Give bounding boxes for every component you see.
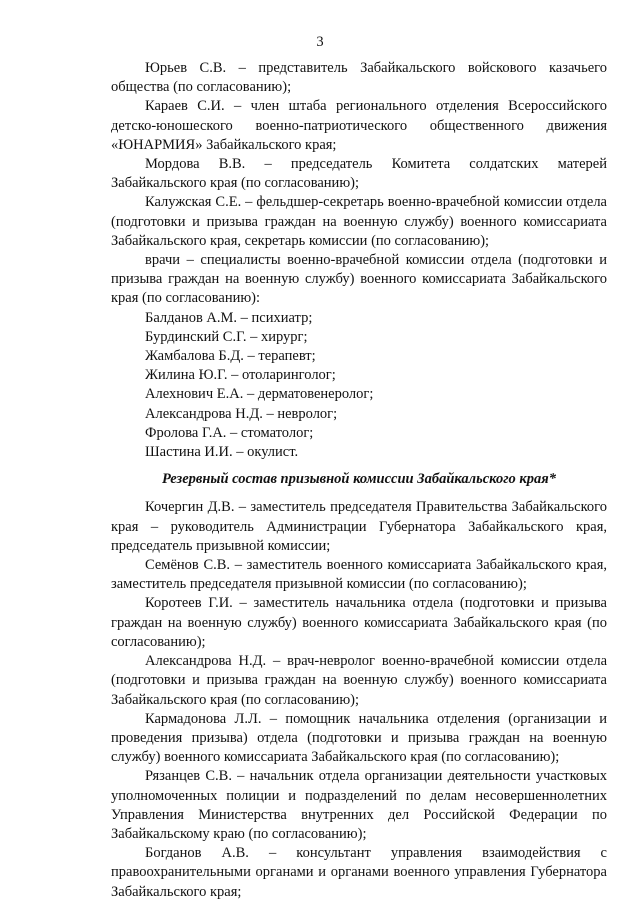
doctor-item: Жилина Ю.Г. – отоларинголог; [145,367,336,384]
document-body [111,59,607,902]
reserve-member-paragraph: Кочергин Д.В. – заместитель председателя Правительства Забайкальского края – руководитель Администрации Губернатора Забайкальского края, председатель призывной комиссии; [111,499,607,554]
doctor-item: Фролова Г.А. – стоматолог; [145,424,314,441]
section-heading: Резервный состав призывной комиссии Забайкальского края* [161,471,557,488]
reserve-member-paragraph: Коротеев Г.И. – заместитель начальника отдела (подготовки и призыва граждан на военную службу) военного комиссариата Забайкальского края (по согласованию); [111,595,607,650]
member-paragraph: Юрьев С.В. – представитель Забайкальского войскового казачьего общества (по согласованию); [111,60,607,96]
reserve-member-paragraph: Рязанцев С.В. – начальник отдела организации деятельности участковых уполномоченных полиции и подразделений по делам несовершеннолетних Управления Министерства внутренних дел Российской Федерации по Забайкальскому краю (по согласованию); [111,768,607,842]
reserve-member-paragraph: Богданов А.В. – консультант управления взаимодействия с правоохранительными органами и органами военного управления Губернатора Забайкальского края; [111,845,607,900]
member-paragraph: врачи – специалисты военно-врачебной комиссии отдела (подготовки и призыва граждан на военную службу) военного комиссариата Забайкальского края (по согласованию): [111,252,607,307]
reserve-member-paragraph: Александрова Н.Д. – врач-невролог военно-врачебной комиссии отдела (подготовки и призыва граждан на военную службу) военного комиссариата Забайкальского края (по согласованию); [111,653,607,708]
member-paragraph: Мордова В.В. – председатель Комитета солдатских матерей Забайкальского края (по согласованию); [111,156,607,192]
doctor-item: Балданов А.М. – психиатр; [145,309,313,326]
doctor-item: Алехнович Е.А. – дерматовенеролог; [145,386,374,403]
doctor-item: Александрова Н.Д. – невролог; [145,405,338,422]
doctor-item: Бурдинский С.Г. – хирург; [145,328,308,345]
reserve-member-paragraph: Кармадонова Л.Л. – помощник начальника отделения (организации и проведения призыва) отдела (подготовки и призыва граждан на военную службу) военного комиссариата Забайкальского края (по согласованию); [111,710,607,766]
reserve-member-paragraph: Семёнов С.В. – заместитель военного комиссариата Забайкальского края, заместитель председателя призывной комиссии (по согласованию); [111,557,607,593]
doctor-item: Жамбалова Б.Д. – терапевт; [145,348,316,365]
member-paragraph: Калужская С.Е. – фельдшер-секретарь военно-врачебной комиссии отдела (подготовки и призыва граждан на военную службу) военного комиссариата Забайкальского края, секретарь комиссии (по согласованию); [111,194,607,249]
doctor-item: Шастина И.И. – окулист. [145,444,299,461]
page-number: 3 [316,34,324,50]
member-paragraph: Караев С.И. – член штаба регионального отделения Всероссийского детско-юношеского военно-патриотического общественного движения «ЮНАРМИЯ» Забайкальского края; [111,98,607,153]
